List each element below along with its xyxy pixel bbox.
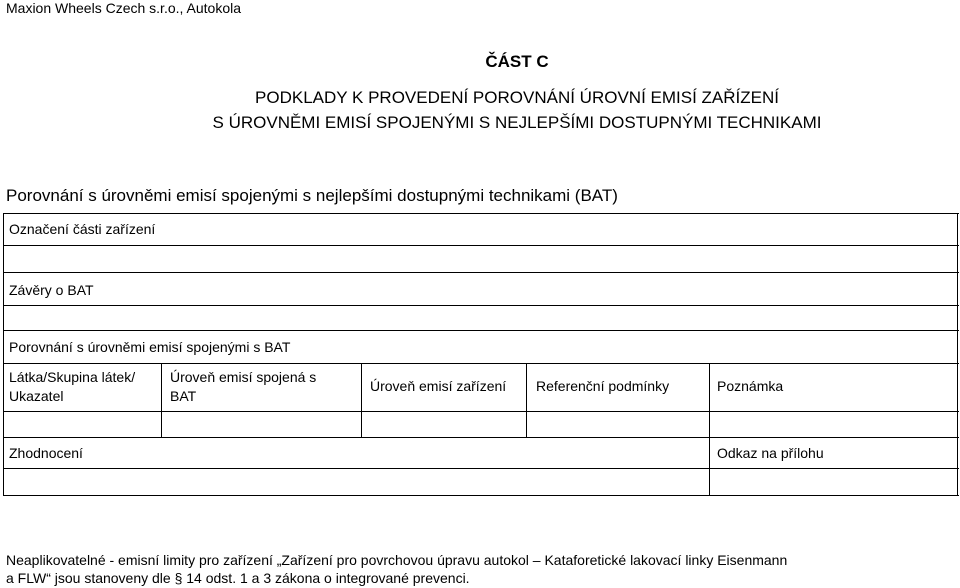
comparison-label: Porovnání s úrovněmi emisí spojenými s BAT — [9, 339, 291, 355]
column-divider — [526, 363, 527, 437]
table-border-bottom — [3, 495, 959, 496]
table-divider — [3, 437, 959, 438]
footer-note-line1: Neaplikovatelné - emisní limity pro zařízení „Zařízení pro povrchovou úpravu autokol – Kataforetické lakovací linky Eisenmann — [6, 552, 788, 568]
footer-note-line2: a FLW“ jsou stanoveny dle § 14 odst. 1 a 3 zákona o integrované prevenci. — [6, 570, 470, 586]
column-header-plant-level: Úroveň emisí zařízení — [370, 378, 507, 394]
document-title-line1: PODKLADY K PROVEDENÍ POROVNÁNÍ ÚROVNÍ EMISÍ ZAŘÍZENÍ — [255, 88, 779, 107]
table-divider — [3, 330, 959, 331]
column-header-substance: Ukazatel — [9, 388, 64, 404]
table-divider — [3, 272, 959, 273]
section-heading: Porovnání s úrovněmi emisí spojenými s nejlepšími dostupnými technikami (BAT) — [6, 186, 618, 205]
column-header-bat-level: BAT — [170, 388, 197, 404]
document-title-line2: S ÚROVNĚMI EMISÍ SPOJENÝMI S NEJLEPŠÍMI DOSTUPNÝMI TECHNIKAMI — [212, 113, 822, 132]
table-border-top — [3, 213, 959, 214]
column-header-substance: Látka/Skupina látek/ — [9, 369, 136, 385]
conclusions-label: Závěry o BAT — [9, 282, 94, 298]
table-border-right — [957, 213, 958, 496]
company-name: Maxion Wheels Czech s.r.o., Autokola — [6, 0, 241, 16]
table-divider — [3, 468, 959, 469]
column-header-note: Poznámka — [717, 378, 784, 394]
table-divider — [3, 363, 959, 364]
column-header-bat-level: Úroveň emisí spojená s — [170, 369, 317, 385]
column-divider — [361, 363, 362, 437]
column-divider — [161, 363, 162, 437]
column-divider — [709, 363, 710, 496]
evaluation-label: Zhodnocení — [9, 445, 83, 461]
column-header-reference-conditions: Referenční podmínky — [536, 378, 670, 394]
attachment-label: Odkaz na přílohu — [717, 445, 824, 461]
part-label: Označení části zařízení — [9, 221, 156, 237]
table-divider — [3, 245, 959, 246]
table-divider — [3, 305, 959, 306]
part-title: ČÁST C — [485, 52, 549, 71]
table-divider — [3, 411, 959, 412]
table-border-left — [3, 213, 4, 496]
